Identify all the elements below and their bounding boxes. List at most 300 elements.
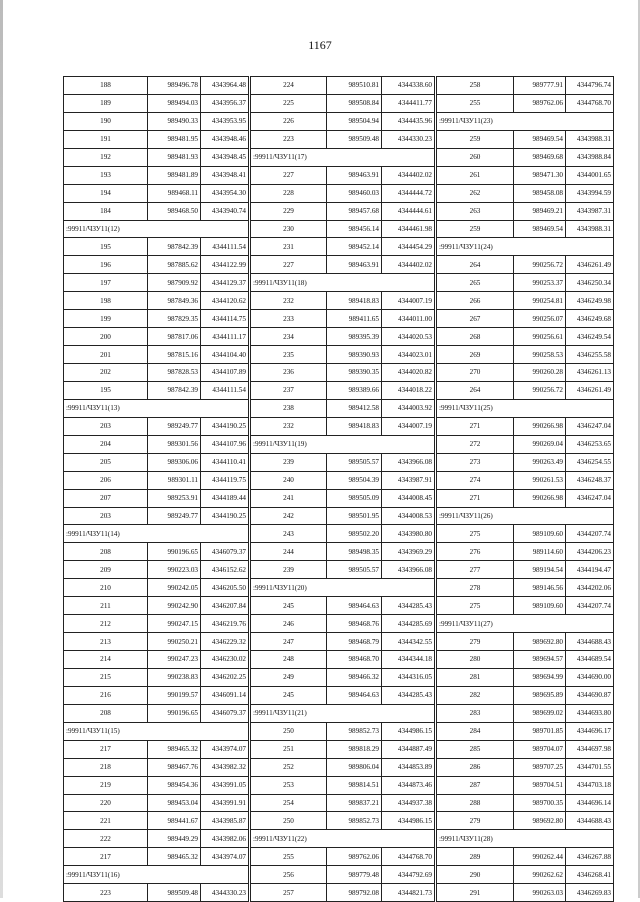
point-number: 204 <box>64 435 148 453</box>
coord-x: 989109.60 <box>514 525 566 543</box>
coord-y: 4344696.14 <box>566 794 614 812</box>
coord-x: 989301.11 <box>148 471 201 489</box>
coord-x: 989456.14 <box>327 220 382 238</box>
point-number: 190 <box>64 112 148 130</box>
table-row <box>64 543 614 561</box>
coord-y: 4343987.91 <box>382 471 436 489</box>
coord-x: 989467.76 <box>148 758 201 776</box>
point-number: 258 <box>436 77 514 95</box>
coord-y: 4344111.54 <box>201 381 250 399</box>
point-number: 192 <box>64 148 148 166</box>
point-number: 275 <box>436 597 514 615</box>
coord-y: 4344104.40 <box>201 346 250 364</box>
table-row <box>64 794 614 812</box>
coord-y: 4344011.00 <box>382 310 436 328</box>
coord-y: 4344020.82 <box>382 364 436 382</box>
coord-x: 989501.95 <box>327 507 382 525</box>
point-number: 259 <box>436 130 514 148</box>
coord-y: 4344008.53 <box>382 507 436 525</box>
table-row <box>64 686 614 704</box>
table-row <box>64 256 614 274</box>
coord-x: 989762.06 <box>514 94 566 112</box>
point-number: 239 <box>250 453 327 471</box>
coord-x: 990250.21 <box>148 633 201 651</box>
parcel-header: :99911/ЧЗУ11(24) <box>436 238 614 256</box>
coord-x: 987909.92 <box>148 274 201 292</box>
point-number: 290 <box>436 866 514 884</box>
coord-y: 4346268.41 <box>566 866 614 884</box>
point-number: 247 <box>250 633 327 651</box>
table-row <box>64 507 614 525</box>
parcel-header: :99911/ЧЗУ11(26) <box>436 507 614 525</box>
point-number: 213 <box>64 633 148 651</box>
coord-x: 989777.91 <box>514 77 566 95</box>
parcel-header: :99911/ЧЗУ11(21) <box>250 704 436 722</box>
table-row <box>64 830 614 848</box>
coord-x: 990247.23 <box>148 651 201 669</box>
table-row <box>64 94 614 112</box>
coord-y: 4344821.73 <box>382 884 436 902</box>
coord-y: 4344690.87 <box>566 686 614 704</box>
table-row <box>64 238 614 256</box>
coord-y: 4346091.14 <box>201 686 250 704</box>
coord-y: 4344986.15 <box>382 722 436 740</box>
coord-x: 989510.81 <box>327 77 382 95</box>
coord-x: 989411.65 <box>327 310 382 328</box>
coord-x: 989806.04 <box>327 758 382 776</box>
coord-x: 989454.36 <box>148 776 201 794</box>
coord-x: 989464.63 <box>327 597 382 615</box>
coord-x: 989390.35 <box>327 364 382 382</box>
coord-y: 4343988.31 <box>566 130 614 148</box>
coord-x: 990247.15 <box>148 615 201 633</box>
point-number: 220 <box>64 794 148 812</box>
table-row <box>64 704 614 722</box>
coord-y: 4344454.29 <box>382 238 436 256</box>
point-number: 196 <box>64 256 148 274</box>
point-number: 206 <box>64 471 148 489</box>
coord-x: 989306.06 <box>148 453 201 471</box>
point-number: 264 <box>436 256 514 274</box>
coord-x: 989694.57 <box>514 651 566 669</box>
coord-x: 990242.05 <box>148 579 201 597</box>
point-number: 188 <box>64 77 148 95</box>
coord-x: 989389.66 <box>327 381 382 399</box>
coord-x: 989704.07 <box>514 740 566 758</box>
coord-x: 989469.68 <box>514 148 566 166</box>
point-number: 215 <box>64 668 148 686</box>
point-number: 222 <box>64 830 148 848</box>
point-number: 279 <box>436 812 514 830</box>
coord-x: 989468.70 <box>327 651 382 669</box>
point-number: 275 <box>436 525 514 543</box>
coord-x: 989509.48 <box>148 884 201 902</box>
coord-y: 4344444.72 <box>382 184 436 202</box>
point-number: 208 <box>64 543 148 561</box>
coord-y: 4346079.37 <box>201 543 250 561</box>
coord-y: 4346230.02 <box>201 651 250 669</box>
point-number: 235 <box>250 346 327 364</box>
parcel-header: :99911/ЧЗУ11(23) <box>436 112 614 130</box>
coord-y: 4344688.43 <box>566 812 614 830</box>
point-number: 228 <box>250 184 327 202</box>
coord-x: 987817.06 <box>148 328 201 346</box>
coord-x: 989814.51 <box>327 776 382 794</box>
coord-x: 989418.83 <box>327 417 382 435</box>
point-number: 243 <box>250 525 327 543</box>
point-number: 269 <box>436 346 514 364</box>
point-number: 229 <box>250 202 327 220</box>
coord-y: 4344986.15 <box>382 812 436 830</box>
coord-y: 4344411.77 <box>382 94 436 112</box>
point-number: 274 <box>436 471 514 489</box>
point-number: 261 <box>436 166 514 184</box>
table-row <box>64 435 614 453</box>
coord-x: 989852.73 <box>327 812 382 830</box>
table-row <box>64 130 614 148</box>
coord-y: 4343964.48 <box>201 77 250 95</box>
table-row <box>64 633 614 651</box>
coord-y: 4346250.34 <box>566 274 614 292</box>
point-number: 225 <box>250 94 327 112</box>
coord-y: 4344001.65 <box>566 166 614 184</box>
point-number: 197 <box>64 274 148 292</box>
coord-y: 4344003.92 <box>382 399 436 417</box>
point-number: 199 <box>64 310 148 328</box>
point-number: 236 <box>250 364 327 382</box>
point-number: 249 <box>250 668 327 686</box>
coord-x: 989249.77 <box>148 417 201 435</box>
point-number: 288 <box>436 794 514 812</box>
coord-x: 987815.16 <box>148 346 201 364</box>
coord-x: 989453.04 <box>148 794 201 812</box>
coord-x: 989481.93 <box>148 148 201 166</box>
point-number: 214 <box>64 651 148 669</box>
coord-x: 989464.63 <box>327 686 382 704</box>
point-number: 282 <box>436 686 514 704</box>
coord-y: 4344792.69 <box>382 866 436 884</box>
point-number: 216 <box>64 686 148 704</box>
table-row <box>64 274 614 292</box>
coord-x: 990260.28 <box>514 364 566 382</box>
point-number: 255 <box>436 94 514 112</box>
coord-y: 4344194.47 <box>566 561 614 579</box>
coord-y: 4344693.80 <box>566 704 614 722</box>
coord-y: 4343988.31 <box>566 220 614 238</box>
point-number: 221 <box>64 812 148 830</box>
coord-x: 990256.72 <box>514 381 566 399</box>
coord-y: 4343948.45 <box>201 148 250 166</box>
point-number: 257 <box>250 884 327 902</box>
coord-x: 990242.90 <box>148 597 201 615</box>
coord-y: 4344703.18 <box>566 776 614 794</box>
point-number: 245 <box>250 686 327 704</box>
coord-x: 989505.57 <box>327 453 382 471</box>
coord-y: 4344190.25 <box>201 417 250 435</box>
point-number: 195 <box>64 381 148 399</box>
table-row <box>64 399 614 417</box>
point-number: 286 <box>436 758 514 776</box>
coord-x: 989249.77 <box>148 507 201 525</box>
coord-y: 4343948.41 <box>201 166 250 184</box>
point-number: 262 <box>436 184 514 202</box>
coord-x: 989762.06 <box>327 848 382 866</box>
coord-x: 990262.44 <box>514 848 566 866</box>
point-number: 266 <box>436 292 514 310</box>
coord-y: 4344018.22 <box>382 381 436 399</box>
coord-x: 989504.94 <box>327 112 382 130</box>
parcel-header: :99911/ЧЗУ11(17) <box>250 148 436 166</box>
point-number: 263 <box>436 202 514 220</box>
table-row <box>64 758 614 776</box>
point-number: 217 <box>64 740 148 758</box>
point-number: 273 <box>436 453 514 471</box>
coord-y: 4344189.44 <box>201 489 250 507</box>
coord-x: 989468.50 <box>148 202 201 220</box>
point-number: 233 <box>250 310 327 328</box>
coord-x: 990256.72 <box>514 256 566 274</box>
coord-x: 989779.48 <box>327 866 382 884</box>
coord-x: 990262.62 <box>514 866 566 884</box>
table-row <box>64 668 614 686</box>
parcel-header: :99911/ЧЗУ11(25) <box>436 399 614 417</box>
coord-y: 4343969.29 <box>382 543 436 561</box>
point-number: 200 <box>64 328 148 346</box>
point-number: 245 <box>250 597 327 615</box>
point-number: 250 <box>250 722 327 740</box>
parcel-header: :99911/ЧЗУ11(16) <box>64 866 250 884</box>
coord-y: 4346249.54 <box>566 328 614 346</box>
coord-x: 989146.56 <box>514 579 566 597</box>
point-number: 268 <box>436 328 514 346</box>
point-number: 259 <box>436 220 514 238</box>
point-number: 252 <box>250 758 327 776</box>
point-number: 240 <box>250 471 327 489</box>
point-number: 232 <box>250 292 327 310</box>
coord-x: 987885.62 <box>148 256 201 274</box>
coord-y: 4344206.23 <box>566 543 614 561</box>
point-number: 217 <box>64 848 148 866</box>
page-number: 1167 <box>308 38 332 52</box>
coord-x: 989707.25 <box>514 758 566 776</box>
point-number: 270 <box>436 364 514 382</box>
coord-y: 4344008.45 <box>382 489 436 507</box>
coord-y: 4343966.08 <box>382 561 436 579</box>
coord-y: 4343940.74 <box>201 202 250 220</box>
coord-y: 4344110.41 <box>201 453 250 471</box>
coord-y: 4344107.89 <box>201 364 250 382</box>
coord-x: 989460.03 <box>327 184 382 202</box>
coord-x: 989109.60 <box>514 597 566 615</box>
point-number: 271 <box>436 489 514 507</box>
table-row <box>64 112 614 130</box>
coord-x: 989494.03 <box>148 94 201 112</box>
table-row <box>64 310 614 328</box>
point-number: 264 <box>436 381 514 399</box>
coord-x: 990199.57 <box>148 686 201 704</box>
parcel-header: :99911/ЧЗУ11(27) <box>436 615 614 633</box>
point-number: 203 <box>64 507 148 525</box>
table-row <box>64 417 614 435</box>
table-row <box>64 184 614 202</box>
coord-y: 4344402.02 <box>382 166 436 184</box>
coord-y: 4344402.02 <box>382 256 436 274</box>
coord-y: 4346247.04 <box>566 489 614 507</box>
point-number: 251 <box>250 740 327 758</box>
table-row <box>64 884 614 902</box>
coord-x: 989301.56 <box>148 435 201 453</box>
point-number: 231 <box>250 238 327 256</box>
coord-y: 4343966.08 <box>382 453 436 471</box>
coord-x: 989395.39 <box>327 328 382 346</box>
coord-y: 4344023.01 <box>382 346 436 364</box>
coord-y: 4346202.25 <box>201 668 250 686</box>
coord-y: 4343982.32 <box>201 758 250 776</box>
coord-y: 4343953.95 <box>201 112 250 130</box>
point-number: 212 <box>64 615 148 633</box>
coord-y: 4344007.19 <box>382 417 436 435</box>
coord-y: 4344330.23 <box>382 130 436 148</box>
coord-x: 989469.54 <box>514 130 566 148</box>
point-number: 191 <box>64 130 148 148</box>
point-number: 277 <box>436 561 514 579</box>
table-row <box>64 579 614 597</box>
coord-y: 4344853.89 <box>382 758 436 776</box>
coord-x: 989465.32 <box>148 740 201 758</box>
table-row <box>64 202 614 220</box>
coord-x: 990266.98 <box>514 417 566 435</box>
point-number: 203 <box>64 417 148 435</box>
point-number: 254 <box>250 794 327 812</box>
table-row <box>64 776 614 794</box>
coord-x: 990223.03 <box>148 561 201 579</box>
coord-x: 989505.57 <box>327 561 382 579</box>
coord-y: 4344701.55 <box>566 758 614 776</box>
coord-x: 989194.54 <box>514 561 566 579</box>
coord-y: 4344114.75 <box>201 310 250 328</box>
coord-x: 989699.02 <box>514 704 566 722</box>
coord-y: 4344007.19 <box>382 292 436 310</box>
table-row <box>64 220 614 238</box>
scan-edge-left <box>0 0 3 898</box>
coord-y: 4344190.25 <box>201 507 250 525</box>
coord-y: 4344696.17 <box>566 722 614 740</box>
point-number: 184 <box>64 202 148 220</box>
coord-x: 989490.33 <box>148 112 201 130</box>
table-row <box>64 812 614 830</box>
coord-x: 989818.29 <box>327 740 382 758</box>
coord-y: 4344119.75 <box>201 471 250 489</box>
coord-x: 990254.81 <box>514 292 566 310</box>
coord-x: 989471.30 <box>514 166 566 184</box>
table-row <box>64 615 614 633</box>
point-number: 237 <box>250 381 327 399</box>
coord-y: 4344342.55 <box>382 633 436 651</box>
coord-x: 989502.20 <box>327 525 382 543</box>
table-row <box>64 722 614 740</box>
coord-y: 4344122.99 <box>201 256 250 274</box>
coord-x: 989114.60 <box>514 543 566 561</box>
coord-x: 989468.76 <box>327 615 382 633</box>
table-row <box>64 328 614 346</box>
coord-y: 4346267.88 <box>566 848 614 866</box>
coord-x: 987842.39 <box>148 381 201 399</box>
coord-x: 989692.80 <box>514 633 566 651</box>
coord-x: 989457.68 <box>327 202 382 220</box>
coord-y: 4346261.49 <box>566 256 614 274</box>
coord-x: 987842.39 <box>148 238 201 256</box>
point-number: 244 <box>250 543 327 561</box>
table-row <box>64 471 614 489</box>
coord-y: 4344344.18 <box>382 651 436 669</box>
coord-y: 4343985.87 <box>201 812 250 830</box>
point-number: 284 <box>436 722 514 740</box>
coord-y: 4344316.05 <box>382 668 436 686</box>
point-number: 265 <box>436 274 514 292</box>
coord-y: 4344285.43 <box>382 686 436 704</box>
parcel-header: :99911/ЧЗУ11(13) <box>64 399 250 417</box>
coord-y: 4344202.06 <box>566 579 614 597</box>
coord-y: 4344697.98 <box>566 740 614 758</box>
coord-y: 4344111.17 <box>201 328 250 346</box>
coord-x: 990269.04 <box>514 435 566 453</box>
point-number: 232 <box>250 417 327 435</box>
coord-x: 989463.91 <box>327 166 382 184</box>
coord-y: 4343991.05 <box>201 776 250 794</box>
coord-y: 4346219.76 <box>201 615 250 633</box>
coord-y: 4344338.60 <box>382 77 436 95</box>
coord-y: 4344435.96 <box>382 112 436 130</box>
point-number: 205 <box>64 453 148 471</box>
coord-x: 989463.91 <box>327 256 382 274</box>
point-number: 198 <box>64 292 148 310</box>
coord-y: 4344444.61 <box>382 202 436 220</box>
coord-x: 990258.53 <box>514 346 566 364</box>
coord-y: 4346205.50 <box>201 579 250 597</box>
coord-x: 990266.98 <box>514 489 566 507</box>
point-number: 219 <box>64 776 148 794</box>
coord-y: 4344285.69 <box>382 615 436 633</box>
coord-x: 990196.65 <box>148 704 201 722</box>
coord-y: 4343982.06 <box>201 830 250 848</box>
point-number: 285 <box>436 740 514 758</box>
coord-y: 4343980.80 <box>382 525 436 543</box>
point-number: 253 <box>250 776 327 794</box>
table-row <box>64 453 614 471</box>
coord-x: 989701.85 <box>514 722 566 740</box>
coord-y: 4346249.68 <box>566 310 614 328</box>
point-number: 202 <box>64 364 148 382</box>
point-number: 272 <box>436 435 514 453</box>
table-row <box>64 489 614 507</box>
coord-x: 989465.32 <box>148 848 201 866</box>
coord-y: 4343956.37 <box>201 94 250 112</box>
point-number: 218 <box>64 758 148 776</box>
coord-x: 989466.32 <box>327 668 382 686</box>
point-number: 238 <box>250 399 327 417</box>
point-number: 267 <box>436 310 514 328</box>
coord-x: 989452.14 <box>327 238 382 256</box>
parcel-header: :99911/ЧЗУ11(18) <box>250 274 436 292</box>
point-number: 194 <box>64 184 148 202</box>
point-number: 242 <box>250 507 327 525</box>
coord-y: 4344689.54 <box>566 651 614 669</box>
coord-y: 4344120.62 <box>201 292 250 310</box>
point-number: 208 <box>64 704 148 722</box>
table-row <box>64 561 614 579</box>
coord-y: 4343991.91 <box>201 794 250 812</box>
coord-y: 4343994.59 <box>566 184 614 202</box>
